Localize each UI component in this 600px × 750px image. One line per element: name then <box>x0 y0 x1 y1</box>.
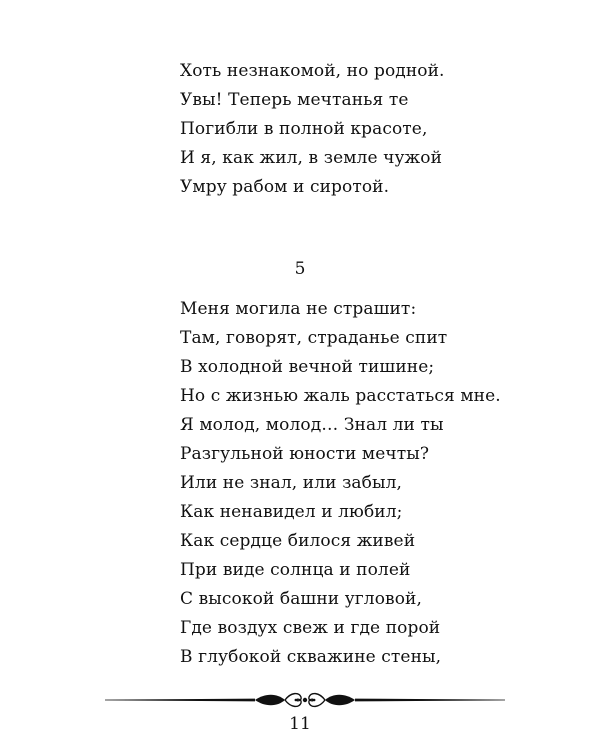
poem-line: Где воздух свеж и где порой <box>180 618 441 638</box>
poem-line: И я, как жил, в земле чужой <box>180 148 443 168</box>
section-number: 5 <box>294 259 306 279</box>
stanza-top <box>180 57 445 202</box>
page-number: 11 <box>289 714 311 734</box>
poem-line: Я молод, молод… Знал ли ты <box>180 415 444 435</box>
divider-flourish-icon <box>105 690 505 710</box>
poem-line: Умру рабом и сиротой. <box>180 177 390 197</box>
poem-line: В холодной вечной тишине; <box>180 357 435 377</box>
poem-line: Увы! Теперь мечтанья те <box>180 90 409 110</box>
poem-line: При виде солнца и полей <box>180 560 411 580</box>
poem-line: Меня могила не страшит: <box>180 299 417 319</box>
poem-line: В глубокой скважине стены, <box>180 647 442 667</box>
poem-line: Или не знал, или забыл, <box>180 473 403 493</box>
poem-line: Погибли в полной красоте, <box>180 119 428 139</box>
stanza-bottom <box>180 295 501 672</box>
poem-line: Как сердце билося живей <box>180 531 416 551</box>
poem-line: С высокой башни угловой, <box>180 589 422 609</box>
poem-line: Но с жизнью жаль расстаться мне. <box>180 386 501 406</box>
poem-line: Разгульной юности мечты? <box>180 444 430 464</box>
poem-line: Хоть незнакомой, но родной. <box>180 61 445 81</box>
poem-line: Там, говорят, страданье спит <box>180 328 448 348</box>
poem-line: Как ненавидел и любил; <box>180 502 403 522</box>
